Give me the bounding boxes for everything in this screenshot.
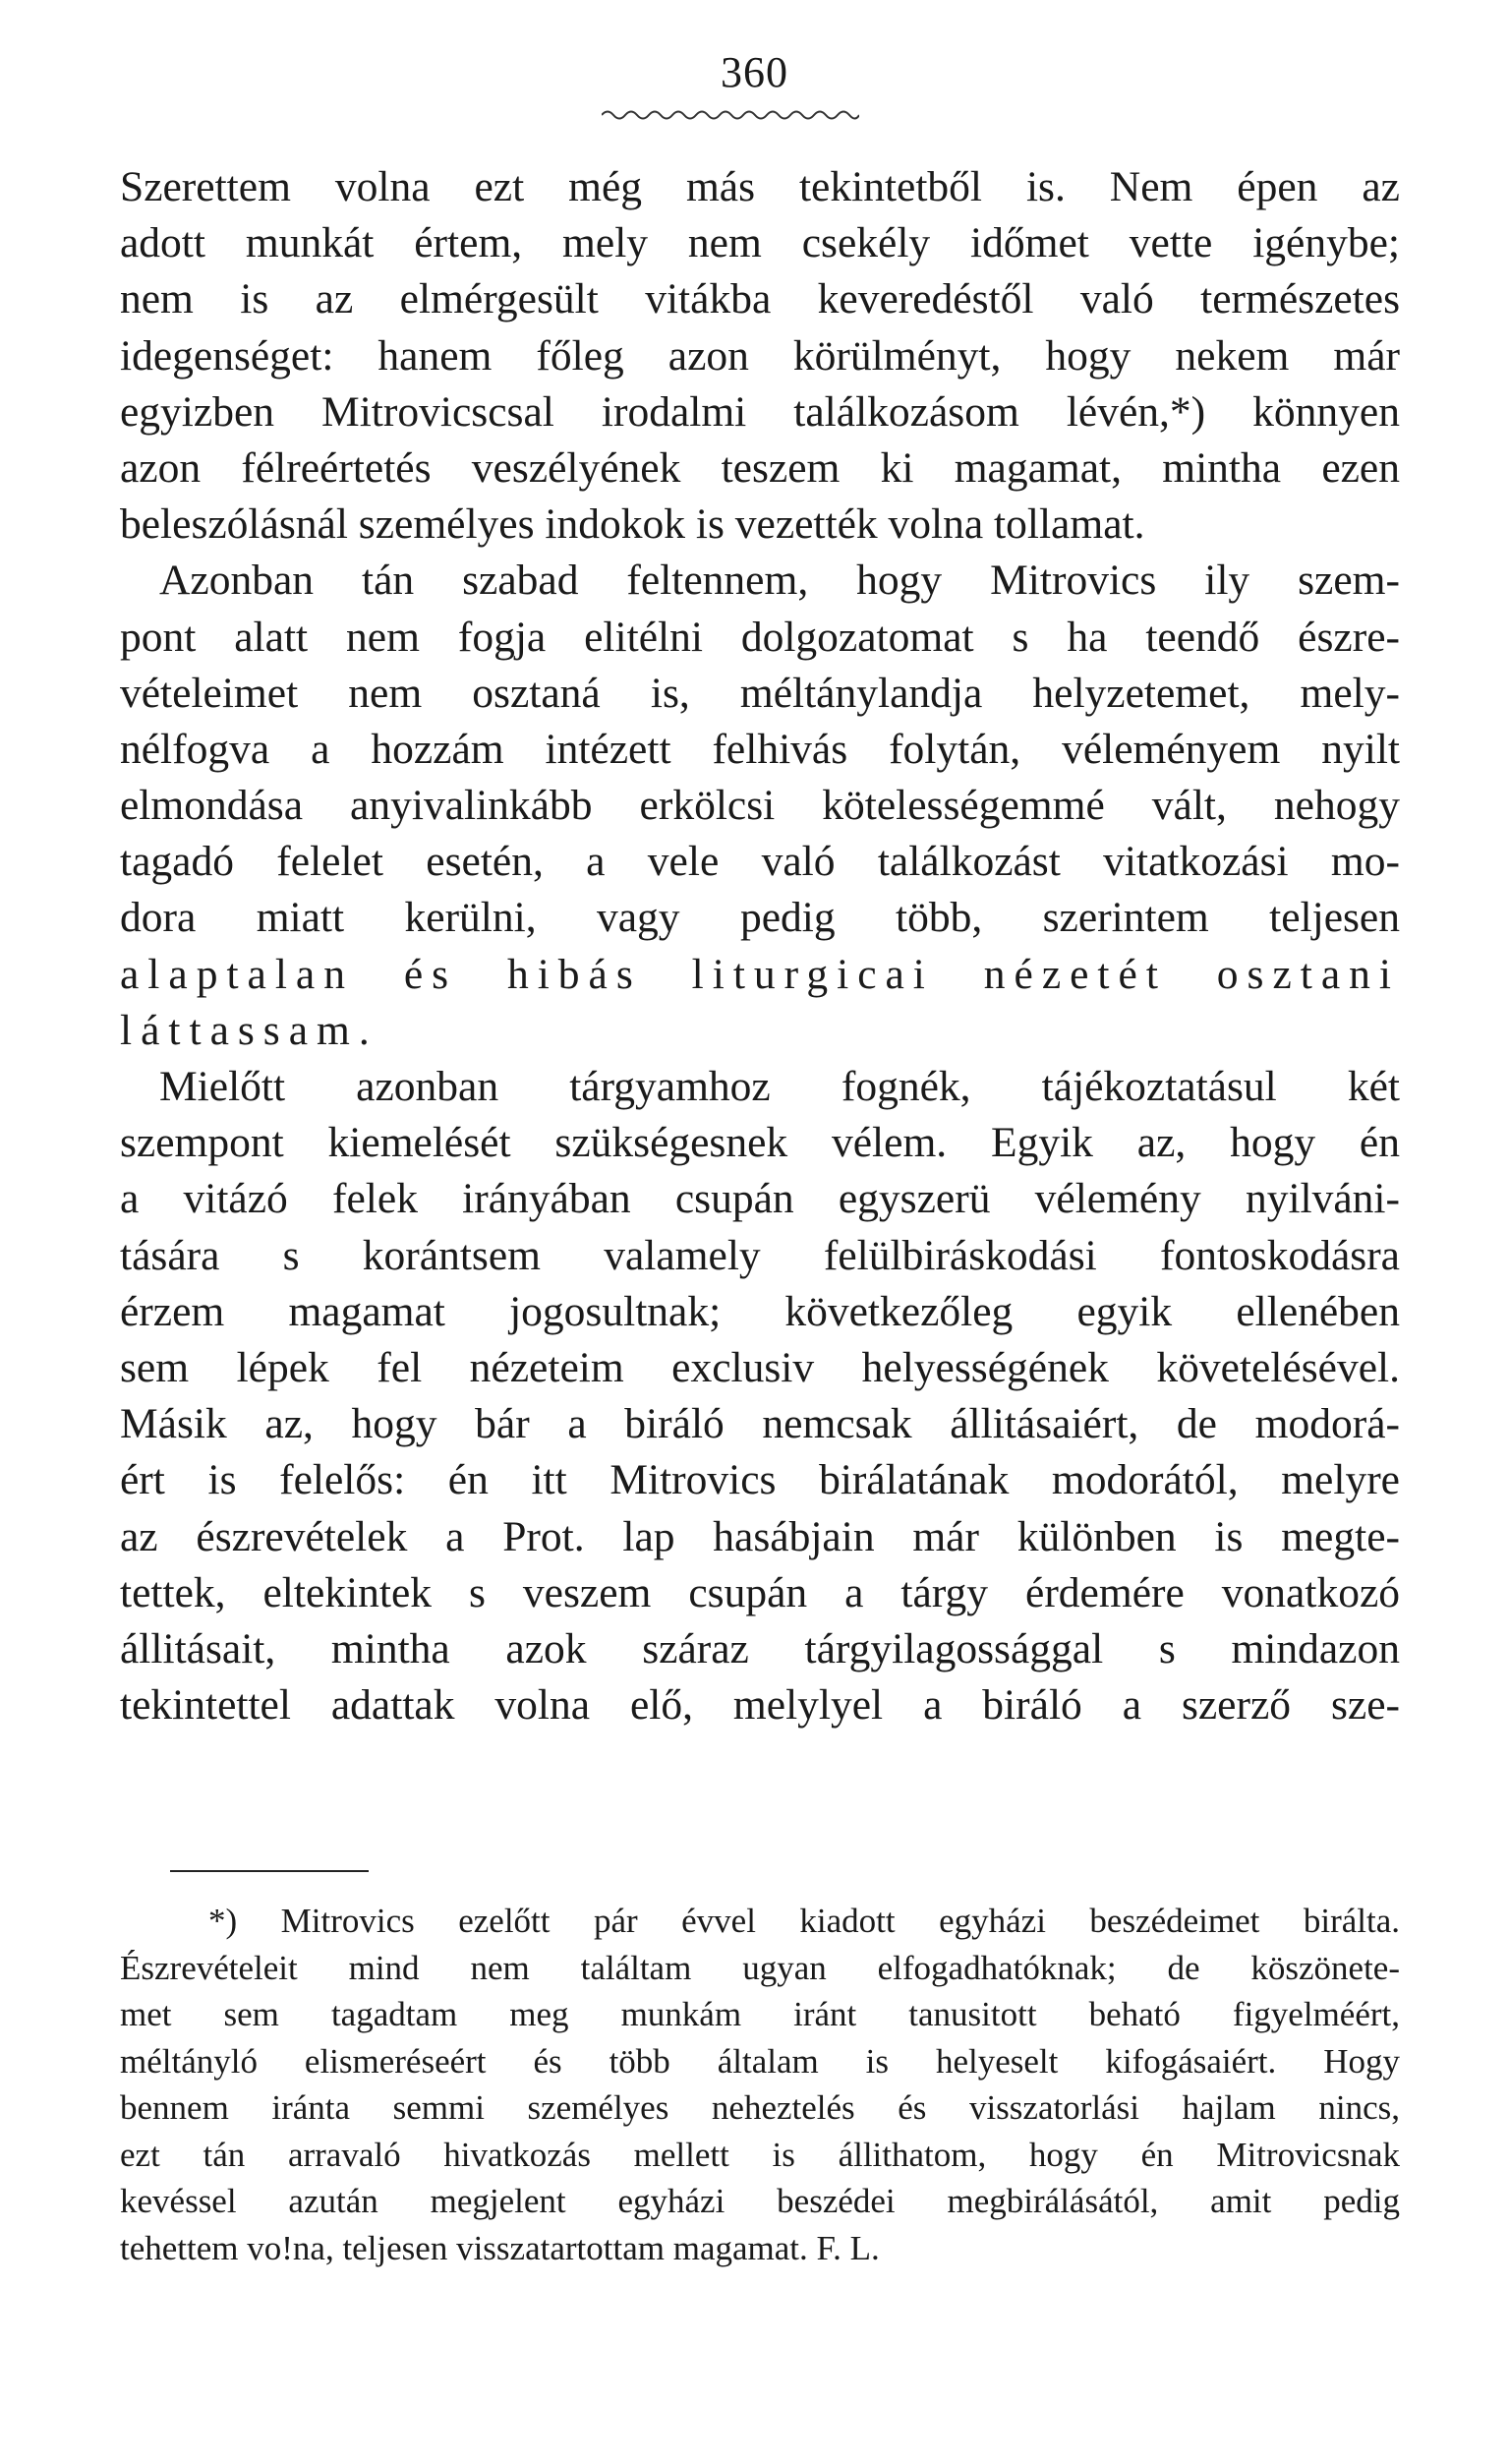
body-line: egyizben Mitrovicscsal irodalmi találkozásom lévén,*) könnyen [120,387,1400,436]
body-line: dora miatt kerülni, vagy pedig több, szerintem teljesen [120,894,1400,942]
footnote-line: met sem tagadtam meg munkám iránt tanusitott beható figyelméért, [120,1995,1400,2033]
body-line: adott munkát értem, mely nem csekély időmet vette igénybe; [120,219,1400,267]
footnote-line: ezt tán arravaló hivatkozás mellett is állithatom, hogy én Mitrovicsnak [120,2135,1400,2174]
body-line: idegenséget: hanem főleg azon körülményt, hogy nekem már [120,331,1400,380]
body-line: pont alatt nem fogja elitélni dolgozatomat s ha teendő észre- [120,613,1400,661]
body-line: láttassam. [120,1006,378,1054]
footnote-line: tehettem vo!na, teljesen visszatartottam magamat. F. L. [120,2228,880,2267]
footnote-line: bennem iránta semmi személyes neheztelés és visszatorlási hajlam nincs, [120,2088,1400,2127]
body-text [120,159,1400,1733]
body-line: érzem magamat jogosultnak; következőleg egyik ellenében [120,1287,1400,1335]
body-line: Mielőtt azonban tárgyamhoz fognék, tájékoztatásul két [159,1063,1400,1110]
body-line: Szerettem volna ezt még más tekintetből is. Nem épen az [120,163,1400,210]
body-line: alaptalan és hibás liturgicai nézetét osztani [120,950,1400,998]
footnote-line: Észrevételeit mind nem találtam ugyan elfogadhatóknak; de köszönete- [120,1948,1400,1987]
footnote-line: kevéssel azután megjelent egyházi beszédei megbirálásától, amit pedig [120,2182,1400,2220]
body-line: nem is az elmérgesült vitákba keveredéstől való természetes [120,275,1400,323]
body-line: vételeimet nem osztaná is, méltánylandja helyzetemet, mely- [120,669,1400,717]
footnote-separator [170,1870,369,1872]
footnote-line: *) Mitrovics ezelőtt pár évvel kiadott egyházi beszédeimet birálta. [208,1902,1400,1940]
page-number: 360 [721,48,788,96]
body-line: nélfogva a hozzám intézett felhivás folytán, véleményem nyilt [120,725,1400,773]
body-line: tagadó felelet esetén, a vele való találkozást vitatkozási mo- [120,838,1400,886]
body-line: szempont kiemelését szükségesnek vélem. Egyik az, hogy én [120,1119,1400,1167]
body-line: a vitázó felek irányában csupán egyszerü vélemény nyilváni- [120,1175,1400,1223]
body-line: tettek, eltekintek s veszem csupán a tárgy érdemére vonatkozó [120,1568,1400,1616]
body-line: sem lépek fel nézeteim exclusiv helyességének követelésével. [120,1343,1400,1391]
footnote-line: méltányló elismeréseért és több általam is helyeselt kifogásaiért. Hogy [120,2041,1400,2081]
body-line: azon félreértetés veszélyének teszem ki magamat, mintha ezen [120,443,1400,492]
body-line: elmondása anyivalinkább erkölcsi kötelességemmé vált, nehogy [120,782,1400,830]
body-line: Azonban tán szabad feltennem, hogy Mitrovics ily szem- [159,557,1400,605]
body-line: beleszólásnál személyes indokok is vezették volna tollamat. [120,500,1145,549]
body-line: ért is felelős: én itt Mitrovics birálatának modorától, melyre [120,1456,1400,1504]
body-line: tására s korántsem valamely felülbiráskodási fontoskodásra [120,1231,1400,1279]
wavy-rule-ornament [602,108,859,122]
footnote [120,1898,1400,2271]
body-line: állitásait, mintha azok száraz tárgyilagossággal s mindazon [120,1624,1400,1672]
body-line: az észrevételek a Prot. lap hasábjain már különben is megte- [120,1512,1400,1560]
body-line: Másik az, hogy bár a biráló nemcsak állitásaiért, de modorá- [120,1400,1400,1448]
body-line: tekintettel adattak volna elő, melylyel a biráló a szerző sze- [120,1681,1400,1730]
